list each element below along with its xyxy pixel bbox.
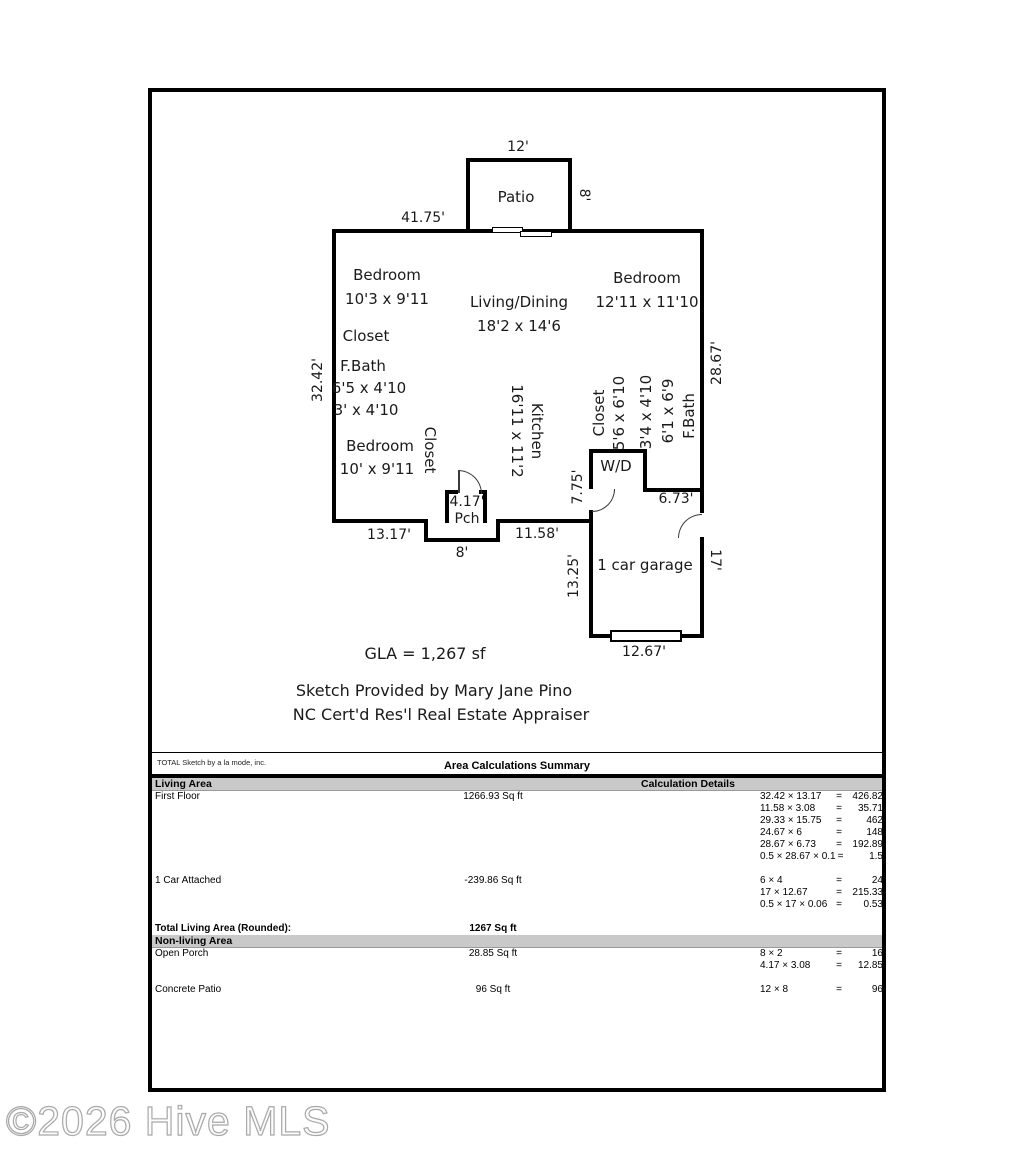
calc-equals: = <box>836 887 842 898</box>
calc-line <box>760 960 883 972</box>
row-name: First Floor <box>155 791 200 802</box>
calc-equals: = <box>836 791 842 802</box>
sketch-credit-line2: NC Cert'd Res'l Real Estate Appraiser <box>292 705 590 724</box>
row-area-value: 1267 Sq ft <box>469 923 517 934</box>
calc-result: 35.71 <box>857 803 883 814</box>
bedroom1-size: 10'3 x 9'11 <box>345 290 429 308</box>
calc-line <box>760 899 883 911</box>
patio-width-dim: 12' <box>507 139 529 155</box>
row-area-value: 28.85 Sq ft <box>468 948 518 959</box>
calc-result: 24 <box>871 875 883 886</box>
calc-equals: = <box>836 875 842 886</box>
calc-result: 96 <box>871 984 883 995</box>
row-name: Open Porch <box>155 948 209 959</box>
calc-expression: 8 × 2 <box>760 948 783 959</box>
calc-result: 16 <box>871 948 883 959</box>
top-wall-dim: 41.75' <box>401 210 445 226</box>
calc-line <box>760 803 883 815</box>
garage-bottom-dim: 12.67' <box>622 644 666 660</box>
calc-equals: = <box>836 803 842 814</box>
table-row <box>152 984 882 996</box>
row-area-value: -239.86 Sq ft <box>464 875 522 886</box>
calc-line <box>760 791 883 803</box>
gla-total: GLA = 1,267 sf <box>364 644 486 663</box>
porch-door-leaf <box>458 470 460 493</box>
calc-result: 462 <box>866 815 883 826</box>
bedroom1-label: Bedroom <box>353 266 421 284</box>
garage-left-dim: 13.25' <box>566 554 582 598</box>
calc-expression: 29.33 × 15.75 <box>760 815 822 826</box>
calc-equals: = <box>836 960 842 971</box>
closet2-label: Closet <box>421 426 439 474</box>
sliding-door-panel-2 <box>520 231 552 237</box>
calc-line <box>760 827 883 839</box>
calc-equals: = <box>836 827 842 838</box>
wd-label: W/D <box>600 457 632 475</box>
living-dining-size: 18'2 x 14'6 <box>477 317 561 335</box>
table-body <box>152 791 882 996</box>
calc-expression: 24.67 × 6 <box>760 827 802 838</box>
patio-wall-top <box>466 158 572 162</box>
calc-expression: 12 × 8 <box>760 984 789 995</box>
jog-dim: 6.73' <box>658 491 694 507</box>
table-row <box>152 948 882 972</box>
calculation-details-header: Calculation Details <box>641 778 735 790</box>
calc-expression: 28.67 × 6.73 <box>760 839 816 850</box>
row-calculations <box>760 948 883 972</box>
row-name: Total Living Area (Rounded): <box>155 923 292 934</box>
table-rows <box>152 778 882 996</box>
calc-equals: = <box>836 984 842 995</box>
table-title: Area Calculations Summary <box>443 760 591 772</box>
patio-wall-right <box>568 158 572 233</box>
bedroom3-label: Bedroom <box>346 437 414 455</box>
patio-label: Patio <box>497 188 535 206</box>
garage-wall-right-lower <box>700 537 704 638</box>
kitchen-size: 16'11 x 11'2 <box>508 384 526 478</box>
calc-result: 148 <box>866 827 883 838</box>
closet3-size: 5'6 x 6'10 <box>610 375 628 451</box>
bottom-right-dim: 11.58' <box>515 526 559 542</box>
sliding-door-panel-1 <box>492 227 523 233</box>
left-wall-dim: 32.42' <box>310 358 326 402</box>
fbath1-size2: 3' x 4'10 <box>333 401 399 419</box>
calc-result: 12.85 <box>857 960 883 971</box>
calc-equals: = <box>836 815 842 826</box>
closet1-label: Closet <box>342 327 390 345</box>
living-area-band <box>152 778 882 791</box>
sketch-credit-line1: Sketch Provided by Mary Jane Pino <box>295 681 573 700</box>
calc-equals: = <box>836 839 842 850</box>
right-wall-dim: 28.67' <box>709 341 725 385</box>
bedroom3-size: 10' x 9'11 <box>339 460 415 478</box>
calc-expression: 0.5 × 17 × 0.06 <box>760 899 828 910</box>
fbath2-label: F.Bath <box>680 393 698 439</box>
kitchen-label: Kitchen <box>528 402 546 460</box>
table-row <box>152 923 882 935</box>
fbath2-size2: 3'4 x 4'10 <box>637 374 655 450</box>
calc-expression: 6 × 4 <box>760 875 783 886</box>
non-living-area-header: Non-living Area <box>155 935 233 947</box>
row-calculations <box>760 875 883 911</box>
calc-equals: = <box>837 851 844 862</box>
calc-line <box>760 984 883 996</box>
porch-label: Pch <box>454 511 480 527</box>
row-calculations <box>760 984 883 996</box>
patio-side-dim: 8' <box>576 188 592 202</box>
calc-expression: 4.17 × 3.08 <box>760 960 811 971</box>
calc-line <box>760 851 883 863</box>
calc-line <box>760 839 883 851</box>
fbath1-label: F.Bath <box>340 357 386 375</box>
living-dining-label: Living/Dining <box>469 293 569 311</box>
bedroom2-label: Bedroom <box>613 269 681 287</box>
calc-expression: 32.42 × 13.17 <box>760 791 822 802</box>
calc-equals: = <box>836 899 842 910</box>
bedroom2-size: 12'11 x 11'10 <box>595 293 699 311</box>
row-name: Concrete Patio <box>155 984 222 995</box>
row-name: 1 Car Attached <box>155 875 222 886</box>
garage-right-dim: 17' <box>707 549 723 571</box>
garage-label: 1 car garage <box>597 556 693 574</box>
row-area-value: 96 Sq ft <box>475 984 511 995</box>
table-top-rule <box>152 752 882 753</box>
bottom-left-dim: 13.17' <box>367 527 411 543</box>
calc-expression: 0.5 × 28.67 × 0.1 <box>760 851 836 862</box>
living-area-header: Living Area <box>155 778 212 790</box>
calc-expression: 11.58 × 3.08 <box>760 803 816 814</box>
fbath2-size1: 6'1 x 6'9 <box>659 378 677 444</box>
calc-result: 215.33 <box>852 887 883 898</box>
calc-expression: 17 × 12.67 <box>760 887 808 898</box>
calc-equals: = <box>836 948 842 959</box>
table-row <box>152 875 882 911</box>
row-area-value: 1266.93 Sq ft <box>463 791 523 802</box>
calc-line <box>760 875 883 887</box>
closet3-label: Closet <box>590 389 608 437</box>
fbath1-size1: 6'5 x 4'10 <box>331 379 407 397</box>
calc-result: 0.53 <box>863 899 883 910</box>
calc-line <box>760 948 883 960</box>
table-row <box>152 791 882 863</box>
garage-door <box>610 630 682 642</box>
calc-result: 1.5 <box>869 851 883 862</box>
porch-depth-dim: 4.17' <box>449 494 485 510</box>
mls-watermark: ©2026 Hive MLS <box>6 1098 331 1144</box>
calc-result: 192.89 <box>852 839 883 850</box>
porch-width-dim: 8' <box>455 545 469 561</box>
patio-wall-left <box>466 158 470 233</box>
row-calculations <box>760 791 883 863</box>
calc-line <box>760 887 883 899</box>
wd-left-dim: 7.75' <box>570 469 586 505</box>
calc-result: 426.82 <box>852 791 883 802</box>
vendor-note: TOTAL Sketch by a la mode, inc. <box>157 758 267 767</box>
calc-line <box>760 815 883 827</box>
non-living-area-band <box>152 935 882 948</box>
